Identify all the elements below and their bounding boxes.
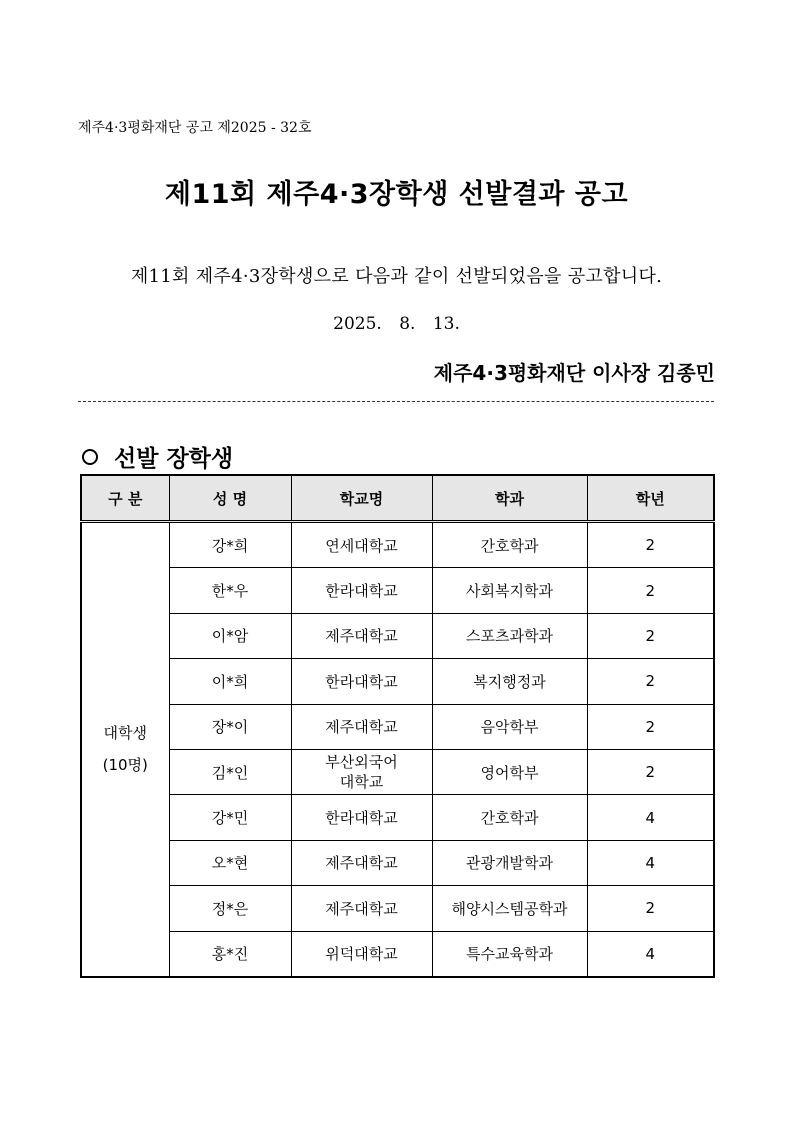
table-row: [81, 931, 714, 977]
cell-school: 위덕대학교: [291, 931, 432, 977]
table-header-row: [81, 475, 714, 522]
cell-grade: 4: [587, 931, 714, 977]
cell-school: 제주대학교: [291, 613, 432, 658]
notice-number: 제주4·3평화재단 공고 제2025 - 32호: [78, 120, 312, 136]
section-heading-label: 선발 장학생: [114, 446, 234, 472]
cell-department: 영어학부: [432, 749, 587, 794]
cell-school: 제주대학교: [291, 840, 432, 885]
header-school: 학교명: [291, 475, 432, 522]
category-count: (10명): [102, 756, 148, 775]
cell-department: 음악학부: [432, 704, 587, 749]
cell-department: 복지행정과: [432, 659, 587, 704]
cell-school: 제주대학교: [291, 886, 432, 931]
table-body: [81, 522, 714, 977]
table-row: [81, 568, 714, 613]
cell-school: 한라대학교: [291, 795, 432, 840]
notice-date: 2025. 8. 13.: [333, 314, 460, 334]
table-row: [81, 659, 714, 704]
table-row: [81, 613, 714, 658]
table-row: [81, 840, 714, 885]
table-row: [81, 795, 714, 840]
cell-department: 스포츠과학과: [432, 613, 587, 658]
cell-name: 김*인: [169, 749, 291, 794]
cell-department: 해양시스템공학과: [432, 886, 587, 931]
header-grade: 학년: [587, 475, 714, 522]
cell-department: 간호학과: [432, 795, 587, 840]
page-title: 제11회 제주4·3장학생 선발결과 공고: [164, 179, 629, 210]
cell-grade: 2: [587, 568, 714, 613]
cell-name: 이*희: [169, 659, 291, 704]
header-department: 학과: [432, 475, 587, 522]
dashed-divider: [78, 401, 714, 402]
category-label: 대학생: [103, 724, 147, 743]
header-category: 구 분: [81, 475, 169, 522]
cell-department: 사회복지학과: [432, 568, 587, 613]
table-row: [81, 522, 714, 568]
circle-bullet-icon: [82, 449, 98, 465]
cell-name: 오*현: [169, 840, 291, 885]
cell-name: 정*은: [169, 886, 291, 931]
cell-grade: 2: [587, 659, 714, 704]
cell-department: 간호학과: [432, 522, 587, 568]
cell-grade: 4: [587, 840, 714, 885]
section-heading: [80, 440, 233, 473]
cell-department: 특수교육학과: [432, 931, 587, 977]
scholar-table: [80, 474, 715, 978]
category-cell: [81, 522, 169, 977]
intro-text: 제11회 제주4·3장학생으로 다음과 같이 선발되었음을 공고합니다.: [130, 266, 663, 287]
table-row: [81, 749, 714, 794]
cell-name: 장*이: [169, 704, 291, 749]
cell-grade: 2: [587, 749, 714, 794]
cell-school: 제주대학교: [291, 704, 432, 749]
cell-school: 연세대학교: [291, 522, 432, 568]
cell-grade: 2: [587, 522, 714, 568]
cell-name: 이*암: [169, 613, 291, 658]
scholar-table-wrapper: [80, 474, 713, 978]
cell-department: 관광개발학과: [432, 840, 587, 885]
cell-name: 홍*진: [169, 931, 291, 977]
cell-grade: 2: [587, 886, 714, 931]
cell-name: 강*민: [169, 795, 291, 840]
cell-grade: 2: [587, 613, 714, 658]
cell-grade: 2: [587, 704, 714, 749]
cell-name: 한*우: [169, 568, 291, 613]
cell-school: 부산외국어 대학교: [291, 749, 432, 794]
header-name: 성 명: [169, 475, 291, 522]
cell-school: 한라대학교: [291, 568, 432, 613]
table-row: [81, 704, 714, 749]
signature: 제주4·3평화재단 이사장 김종민: [433, 361, 715, 385]
cell-name: 강*희: [169, 522, 291, 568]
cell-grade: 4: [587, 795, 714, 840]
table-row: [81, 886, 714, 931]
cell-school: 한라대학교: [291, 659, 432, 704]
